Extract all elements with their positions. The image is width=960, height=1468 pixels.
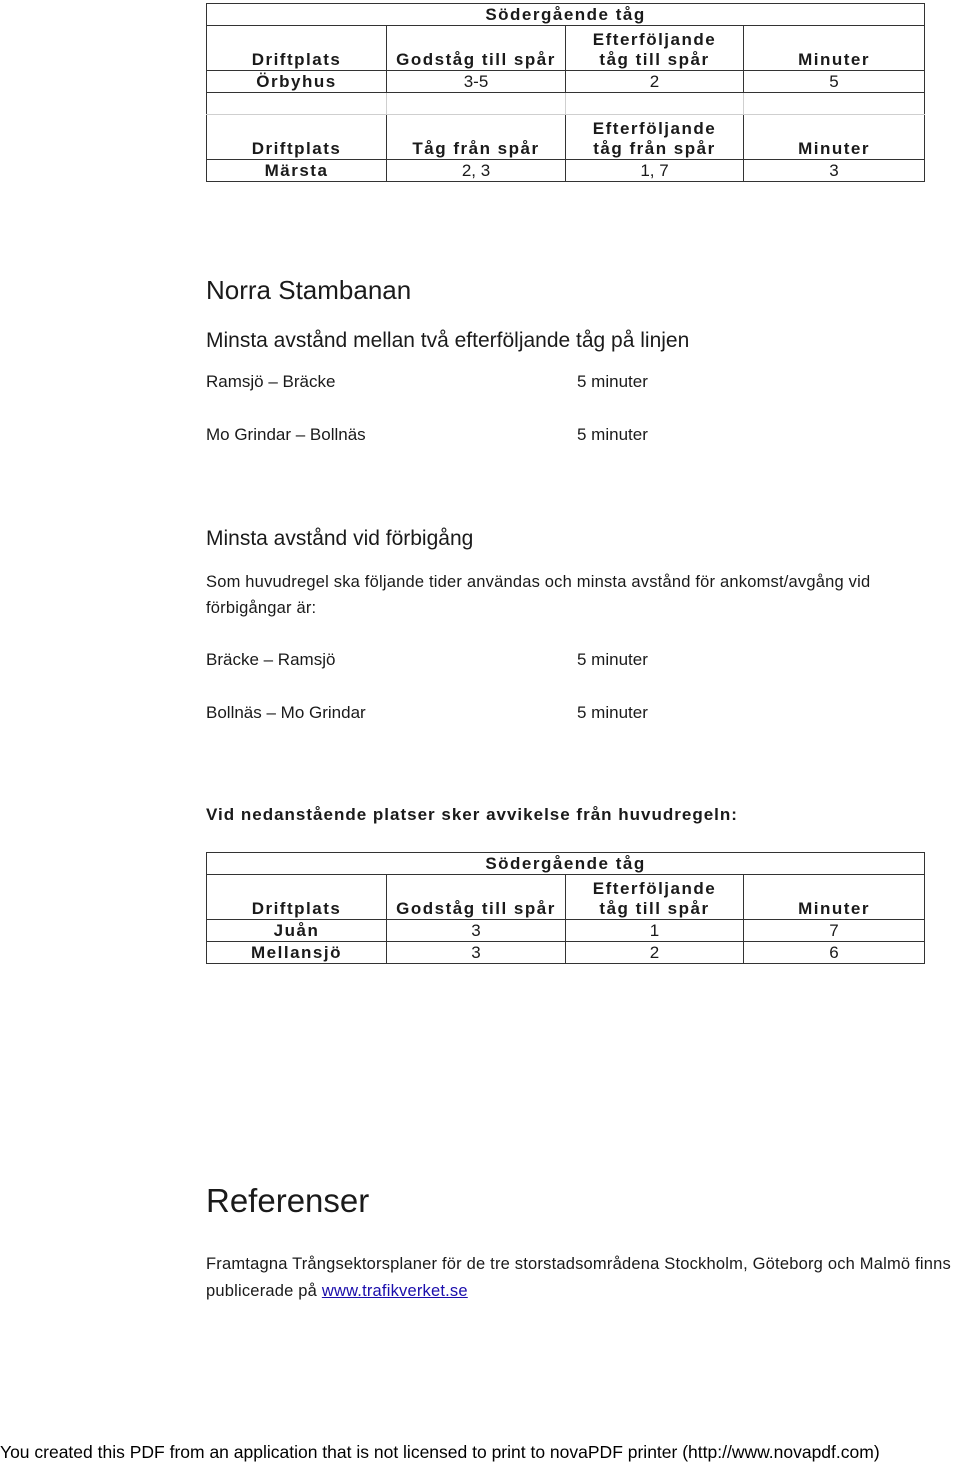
cell-spar: 3 bbox=[387, 920, 566, 942]
subtitle-line-distance: Minsta avstånd mellan två efterföljande tåg på linjen bbox=[206, 329, 690, 352]
table-title: Södergående tåg bbox=[207, 4, 925, 26]
col-header-driftplats: Driftplats bbox=[207, 26, 387, 71]
body-text: Som huvudregel ska följande tider användas och minsta avstånd för ankomst/avgång vid förbigångar är: bbox=[206, 573, 871, 617]
cell-spar: 3 bbox=[387, 942, 566, 964]
cell-minuter: 5 bbox=[744, 71, 925, 93]
route-value: 5 minuter bbox=[577, 372, 648, 391]
pass-route-value: 5 minuter bbox=[577, 650, 648, 669]
table-row bbox=[207, 920, 925, 942]
col-header-minuter-2: Minuter bbox=[744, 115, 925, 160]
trafikverket-link[interactable]: www.trafikverket.se bbox=[321, 1282, 468, 1300]
pass-route-label: Bräcke – Ramsjö bbox=[206, 650, 336, 669]
cell-driftplats: Örbyhus bbox=[207, 71, 387, 93]
table-row bbox=[207, 71, 925, 93]
footer-notice: You created this PDF from an application that is not licensed to print to novaPDF printer (http://www.novapdf.com) bbox=[0, 1442, 880, 1462]
cell-spar: 3-5 bbox=[387, 71, 566, 93]
col-header-godstag: Godståg till spår bbox=[387, 875, 566, 920]
table-row bbox=[207, 942, 925, 964]
references-body: Framtagna Trångsektorsplaner för de tre storstadsområdena Stockholm, Göteborg och Malmö finns publicerade på bbox=[206, 1255, 951, 1300]
cell-efter: 2 bbox=[566, 942, 744, 964]
references-title: Referenser bbox=[206, 1182, 370, 1219]
cell-minuter: 6 bbox=[744, 942, 925, 964]
cell-efter: 1 bbox=[566, 920, 744, 942]
route-label: Ramsjö – Bräcke bbox=[206, 372, 336, 391]
col-header-driftplats-2: Driftplats bbox=[207, 115, 387, 160]
table-title: Södergående tåg bbox=[207, 853, 925, 875]
cell-driftplats: Juån bbox=[207, 920, 387, 942]
cell-minuter: 7 bbox=[744, 920, 925, 942]
cell-minuter: 3 bbox=[744, 160, 925, 182]
cell-efter: 2 bbox=[566, 71, 744, 93]
route-label: Mo Grindar – Bollnäs bbox=[206, 425, 366, 444]
cell-efter: 1, 7 bbox=[566, 160, 744, 182]
pass-route-value: 5 minuter bbox=[577, 703, 648, 722]
table-orbyhus-marsta bbox=[206, 3, 925, 182]
col-header-tag-fran-spar: Tåg från spår bbox=[387, 115, 566, 160]
deviation-heading: Vid nedanstående platser sker avvikelse från huvudregeln: bbox=[206, 805, 738, 824]
col-header-efterfoljande-fran: Efterföljande tåg från spår bbox=[566, 115, 744, 160]
table-juan-mellansjo bbox=[206, 852, 925, 964]
col-header-efterfoljande: Efterföljande tåg till spår bbox=[566, 26, 744, 71]
cell-driftplats: Mellansjö bbox=[207, 942, 387, 964]
route-value: 5 minuter bbox=[577, 425, 648, 444]
col-header-driftplats: Driftplats bbox=[207, 875, 387, 920]
cell-spar: 2, 3 bbox=[387, 160, 566, 182]
table-row bbox=[207, 160, 925, 182]
empty-row bbox=[207, 93, 925, 115]
subtitle-passing: Minsta avstånd vid förbigång bbox=[206, 527, 474, 550]
col-header-minuter: Minuter bbox=[744, 26, 925, 71]
pass-route-label: Bollnäs – Mo Grindar bbox=[206, 703, 366, 722]
col-header-efterfoljande: Efterföljande tåg till spår bbox=[566, 875, 744, 920]
col-header-minuter: Minuter bbox=[744, 875, 925, 920]
col-header-godstag: Godståg till spår bbox=[387, 26, 566, 71]
cell-driftplats: Märsta bbox=[207, 160, 387, 182]
references-text bbox=[206, 1251, 954, 1305]
section-title: Norra Stambanan bbox=[206, 275, 412, 305]
